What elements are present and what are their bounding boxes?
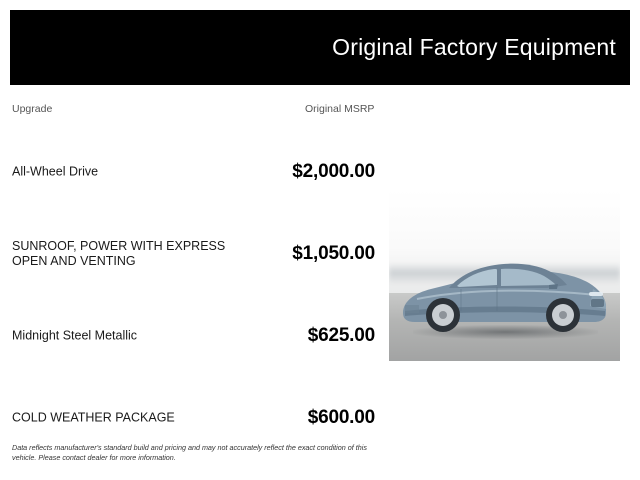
equipment-name: Midnight Steel Metallic: [12, 328, 138, 343]
page-header: [10, 10, 630, 85]
column-header-upgrade: Upgrade: [12, 103, 53, 115]
disclaimer-text: Data reflects manufacturer's standard build and pricing and may not accurately reflect the exact condition of this vehicle. Please contact dealer for more information.: [12, 443, 367, 462]
equipment-price: $2,000.00: [292, 161, 375, 182]
page-title: Original Factory Equipment: [332, 34, 616, 60]
table-column-headers: [0, 103, 640, 119]
equipment-name: All-Wheel Drive: [12, 164, 99, 179]
left-gutter: [0, 0, 10, 480]
equipment-price: $625.00: [307, 325, 375, 346]
equipment-name: COLD WEATHER PACKAGE: [12, 410, 175, 425]
right-gutter: [630, 0, 640, 480]
equipment-name: SUNROOF, POWER WITH EXPRESS OPEN AND VENTING: [12, 239, 226, 268]
vehicle-photo: [389, 189, 620, 361]
column-header-msrp: Original MSRP: [305, 103, 375, 115]
vehicle-illustration: [397, 243, 612, 335]
equipment-price: $600.00: [307, 407, 375, 428]
equipment-price: $1,050.00: [292, 243, 375, 264]
footer-bar: [0, 466, 640, 480]
